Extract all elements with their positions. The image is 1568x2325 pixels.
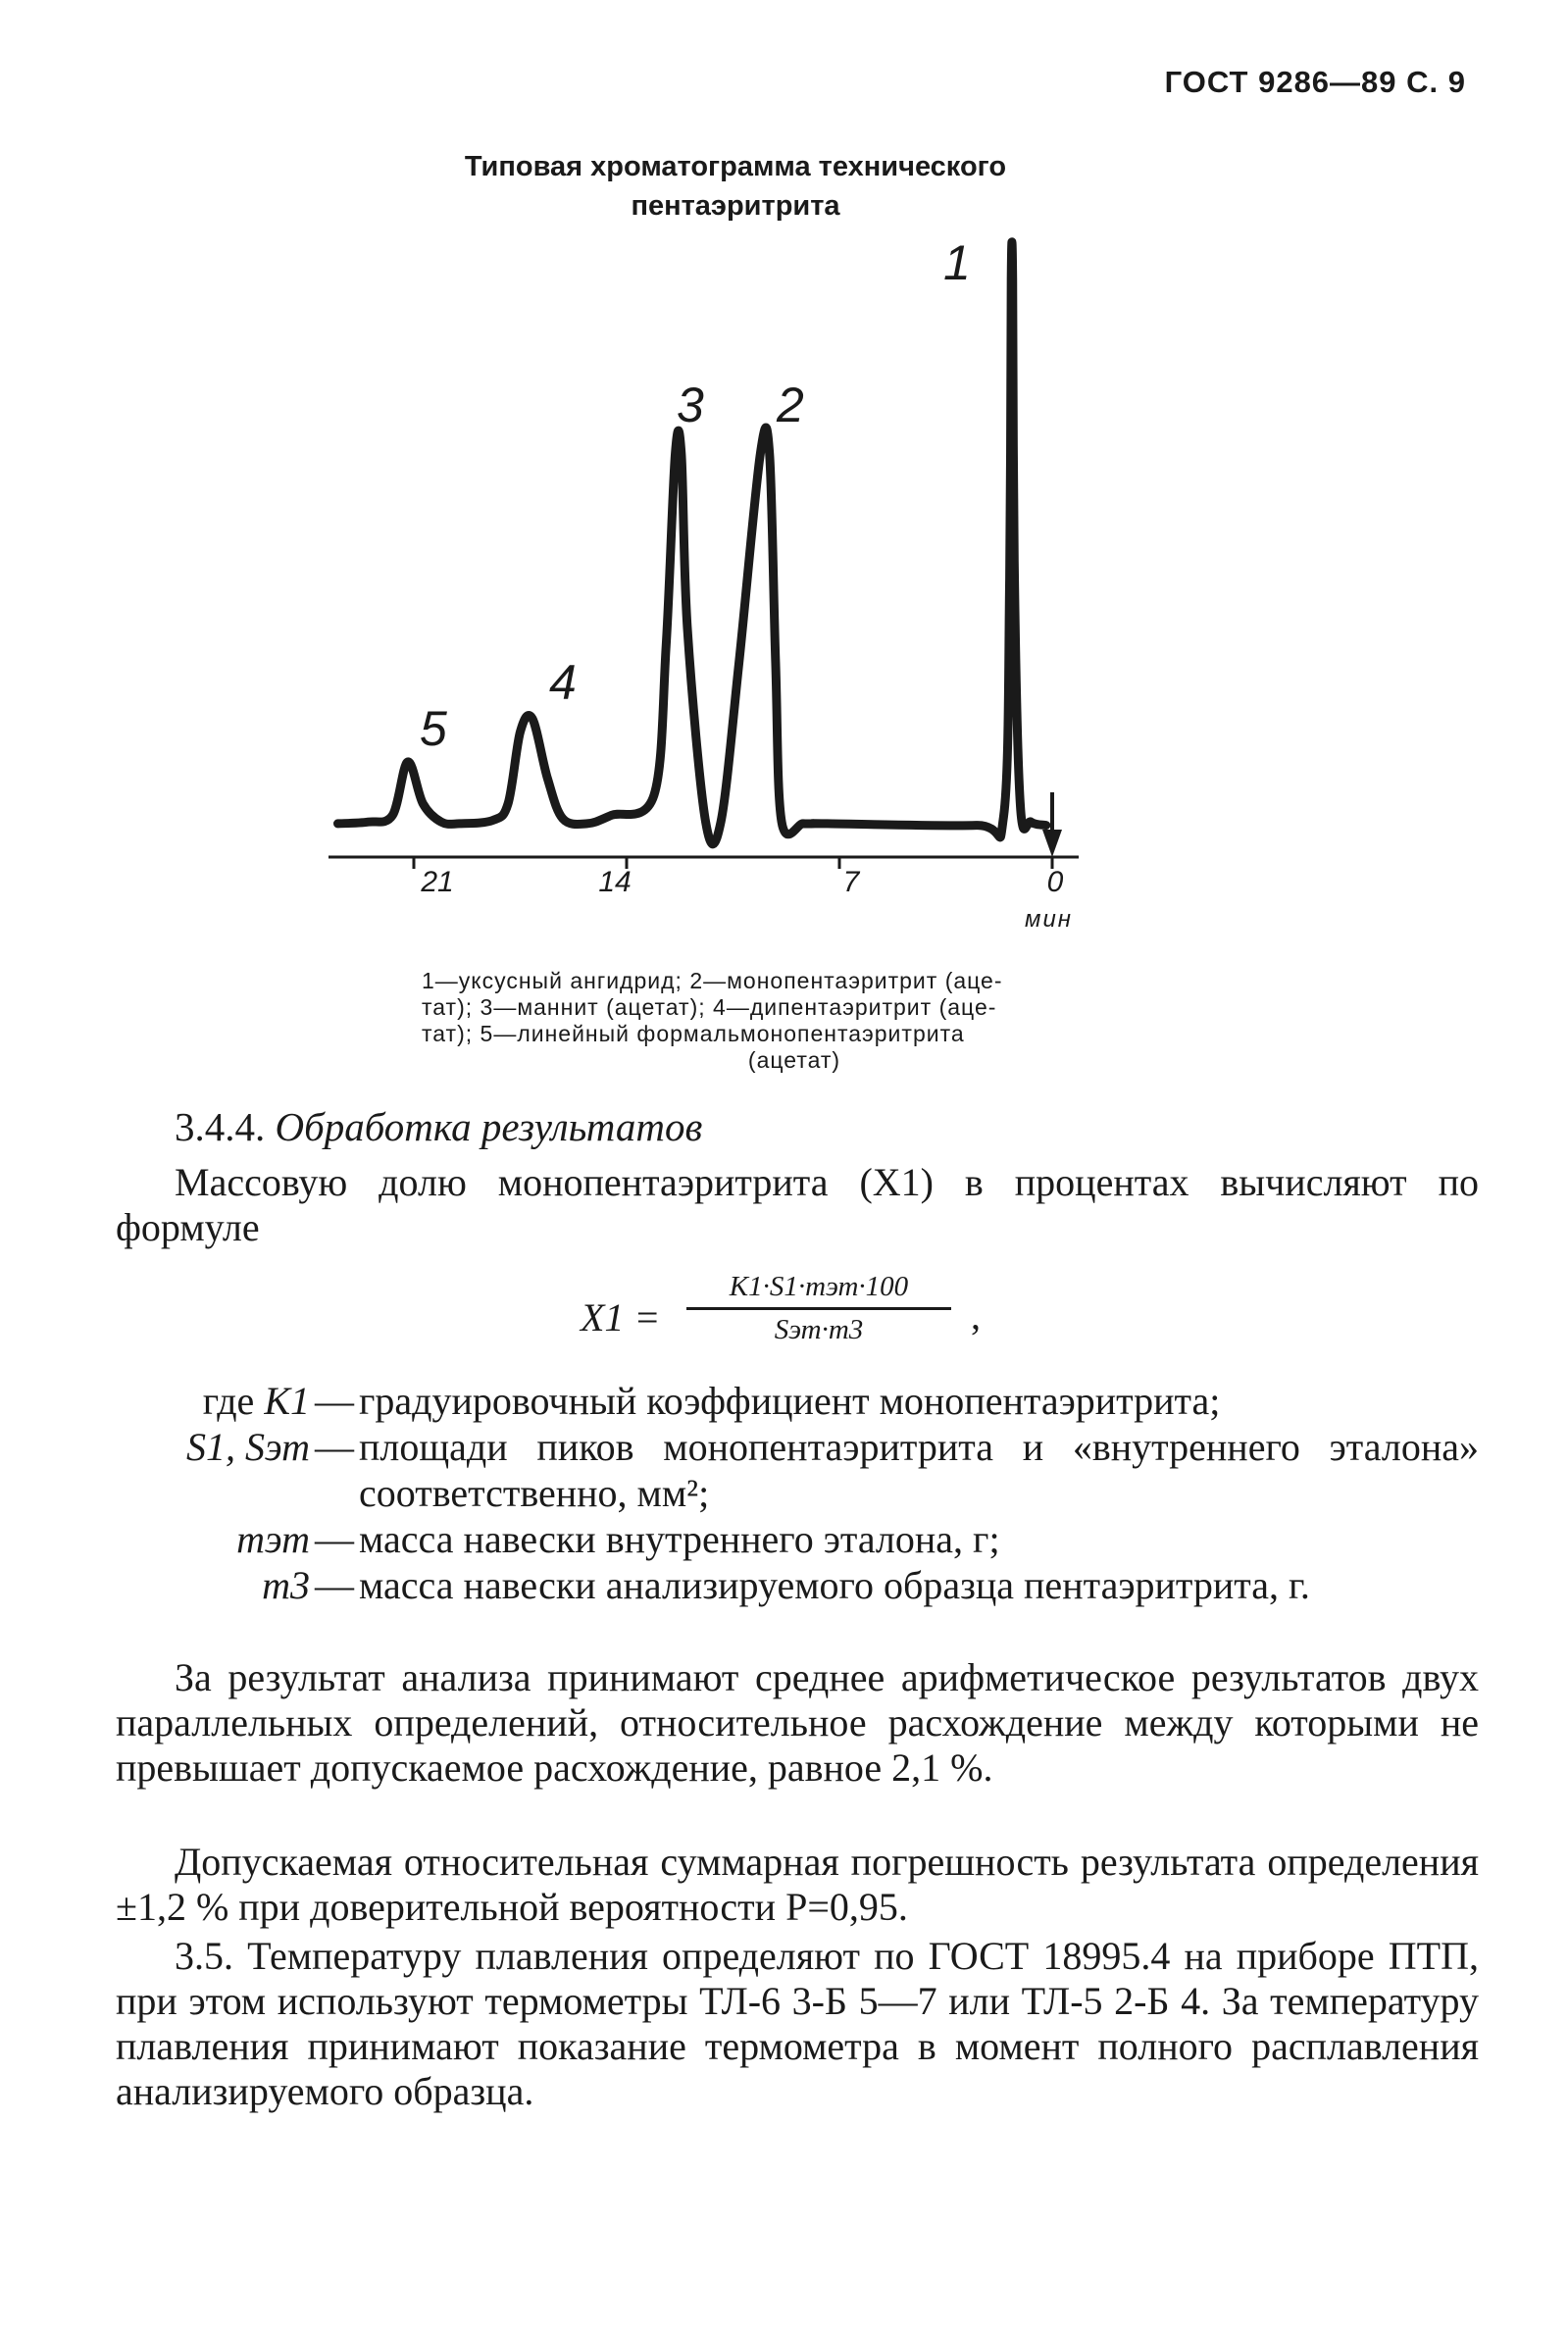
definition-symbol: mэт — [236, 1517, 310, 1561]
injection-marker-arrowhead — [1042, 830, 1062, 857]
x-tick-label-7: 7 — [842, 866, 860, 898]
figure-title-line2: пентаэритрита — [631, 190, 840, 222]
peak-label-5: 5 — [420, 701, 447, 756]
figure-caption-line4: (ацетат) — [747, 1047, 841, 1073]
figure-caption-line2: тат); 3—маннит (ацетат); 4—дипентаэритрит (аце- — [422, 994, 997, 1020]
paragraph-melting-point: 3.5. Температуру плавления определяют по ГОСТ 18995.4 на приборе ПТП, при этом используют термометры ТЛ-6 3-Б 5—7 или ТЛ-5 2-Б 4. За температуру плавления принимают показание термометра в момент полного расплавления анализируемого образца. — [116, 1934, 1479, 2113]
definition-where: где — [202, 1379, 265, 1423]
formula-numerator: K1·S1·mэт·100 — [686, 1271, 951, 1310]
definition-row — [116, 1378, 1479, 1424]
x-tick-label-0: 0 — [1046, 866, 1064, 898]
formula-lhs: X1 = — [581, 1295, 661, 1339]
section-title: Обработка результатов — [275, 1104, 703, 1149]
definition-dash: — — [315, 1425, 354, 1469]
definition-dash: — — [315, 1517, 354, 1561]
definition-text: площади пиков монопентаэритрита и «внутреннего эталона» соответственно, мм²; — [359, 1425, 1479, 1515]
x-tick-label-21: 21 — [421, 866, 454, 898]
page-header: ГОСТ 9286—89 С. 9 — [1164, 65, 1466, 99]
section-number: 3.4.4. — [175, 1104, 266, 1149]
figure-caption — [422, 968, 1167, 1074]
definition-text: масса навески внутреннего эталона, г; — [359, 1517, 1000, 1561]
chromatogram-chart — [0, 0, 1568, 981]
x-axis-ticks — [414, 857, 1052, 869]
definition-text: масса навески анализируемого образца пентаэритрита, г. — [359, 1563, 1310, 1607]
definition-symbol: m3 — [262, 1563, 310, 1607]
definition-row — [116, 1424, 1479, 1516]
section-intro: Массовую долю монопентаэритрита (X1) в процентах вычисляют по формуле — [116, 1160, 1479, 1249]
definition-symbol: S1, Sэт — [186, 1425, 310, 1469]
formula-denominator: Sэт·m3 — [774, 1314, 864, 1345]
definition-symbol: K1 — [264, 1379, 310, 1423]
figure-title-line1: Типовая хроматограмма технического — [464, 151, 1007, 182]
peak-label-4: 4 — [549, 655, 577, 710]
paragraph-result: За результат анализа принимают среднее арифметическое результатов двух параллельных определений, относительное расхождение между которыми не превышает допускаемое расхождение, равное 2,1 %. — [116, 1655, 1479, 1790]
formula-trailing: , — [971, 1293, 981, 1338]
x-axis-unit: мин — [1025, 906, 1074, 933]
section-heading — [175, 1103, 702, 1150]
definition-dash: — — [315, 1563, 354, 1607]
peak-label-2: 2 — [777, 378, 804, 432]
definition-text: градуировочный коэффициент монопентаэритрита; — [359, 1379, 1221, 1423]
paragraph-error: Допускаемая относительная суммарная погрешность результата определения ±1,2 % при доверительной вероятности P=0,95. — [116, 1840, 1479, 1929]
formula-fraction — [686, 1271, 951, 1346]
definition-row — [116, 1562, 1479, 1608]
definitions-list — [116, 1378, 1479, 1608]
x-tick-label-14: 14 — [598, 866, 632, 898]
figure-caption-line3: тат); 5—линейный формальмонопентаэритрита — [422, 1021, 965, 1046]
peak-label-3: 3 — [677, 378, 704, 432]
figure-caption-line1: 1—уксусный ангидрид; 2—монопентаэритрит (аце- — [422, 968, 1003, 993]
peak-label-1: 1 — [943, 235, 971, 290]
definition-dash: — — [315, 1379, 354, 1423]
definition-row — [116, 1516, 1479, 1562]
